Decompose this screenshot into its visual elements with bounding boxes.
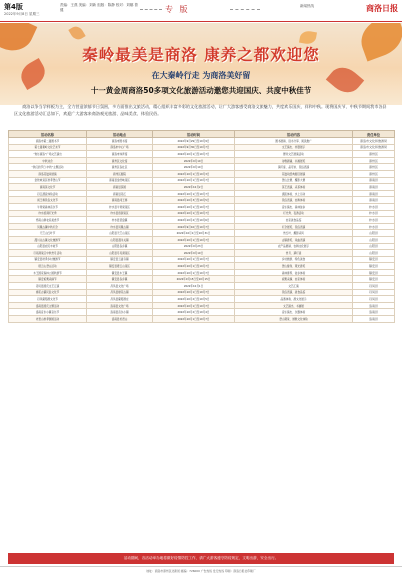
table-cell: 乡村旅游、特色美食 [235, 256, 353, 263]
table-cell: 漫川关古镇文化旅游节 [9, 236, 87, 243]
editor-credits: 责编：王燕 美编：刘新 组版：陈静 校对：刘娜 曾健 [60, 3, 138, 12]
table-cell: 民俗表演、美食品鉴 [235, 289, 353, 296]
table-cell: 商南茶文化节 [9, 184, 87, 191]
table-row [9, 309, 395, 316]
table-cell: 商南县闯王寨 [87, 197, 153, 204]
table-cell: 灯会展览、民俗表演 [235, 223, 353, 230]
table-cell: 商南县 [353, 177, 395, 184]
table-row [9, 190, 395, 197]
col-header-content: 活动内容 [235, 131, 353, 138]
table-row [9, 289, 395, 296]
col-header-time: 活动时间 [153, 131, 235, 138]
table-row [9, 138, 395, 145]
table-cell: 镇安县 [353, 276, 395, 283]
table-cell: 2022年9月10日至10月7日 [153, 223, 235, 230]
table-cell: 柞水县溶洞景区 [87, 210, 153, 217]
table-cell: 镇安板栗采摘节 [9, 276, 87, 283]
table-cell: 群众文艺展演活动 [235, 151, 353, 158]
table-cell: 2022年9月23日 [153, 243, 235, 250]
table-cell: 商洛市第二届图书节 [9, 138, 87, 145]
table-cell: 登山观景、道教文化体验 [235, 316, 353, 323]
table-cell: 茶艺表演、采茶体验 [235, 184, 353, 191]
table-row [9, 302, 395, 309]
table-cell: 2022年10月1日 [153, 283, 235, 290]
table-cell: 2022年10月1日至10月7日 [153, 256, 235, 263]
col-header-name: 活动名称 [9, 131, 87, 138]
main-headline: 秦岭最美是商洛 康养之都欢迎您 [82, 46, 320, 64]
col-header-place: 活动地点 [87, 131, 153, 138]
table-row [9, 283, 395, 290]
table-cell: 洛南县 [353, 309, 395, 316]
page-footer: 地址：商洛市商州区北新街 邮编：726000 广告热线 发行热线 印刷：商洛日报社印刷厂 [0, 566, 402, 575]
table-cell: 洛南县老君山 [87, 316, 153, 323]
table-row [9, 197, 395, 204]
table-cell: 山阳县 [353, 250, 395, 257]
table-cell: 终南山寨农家美食节 [9, 217, 87, 224]
table-cell: 2022年10月1日至10月3日 [153, 170, 235, 177]
headline-banner [0, 23, 402, 105]
table-cell: 柞水溶洞灯光秀 [9, 210, 87, 217]
table-cell: 镇安县塔云山景区 [87, 263, 153, 270]
table-cell: 赏红叶、摄影采风 [235, 230, 353, 237]
table-cell: 2022年10月1日至10月7日 [153, 151, 235, 158]
table-row [9, 144, 395, 151]
table-cell: 商南县 [353, 197, 395, 204]
table-cell: 镇安县木王镇 [87, 269, 153, 276]
table-cell: 2022年10月1日至10月7日 [153, 269, 235, 276]
table-cell: 洛南县国庆主题活动 [9, 302, 87, 309]
table-body [9, 138, 395, 323]
masthead-bar [0, 0, 402, 22]
table-cell: 牛背梁森林音乐节 [9, 203, 87, 210]
table-cell: 丹凤县文化广场 [87, 283, 153, 290]
table-cell: 2022年9月10日 [153, 157, 235, 164]
table-cell: 森林康养、徒步体验 [235, 269, 353, 276]
intro-paragraph: 商洛以争当学样板为主，全力营造浓郁节日氛围，多方面推出文旅活动，精心组织丰富多彩的文化旅游活动，让广大游客感受商洛文旅魅力，共度欢乐国庆、祥和中秋。现将国庆节、中秋节期间我市各县区文化旅游活动汇总如下，欢迎广大游客来商洛观光旅游、品味美食、体验民俗。 [14, 104, 387, 116]
table-cell: 2022年10月2日至10月6日 [153, 217, 235, 224]
section-label: 专 版 [165, 5, 190, 14]
table-cell: 文艺汇演 [235, 283, 353, 290]
table-row [9, 170, 395, 177]
table-cell: 农家美食品鉴 [235, 217, 353, 224]
table-cell: 诗歌朗诵、书画展览 [235, 157, 353, 164]
table-cell: 柞水县凤凰古镇 [87, 223, 153, 230]
table-row [9, 256, 395, 263]
table-cell: 登山比赛、摄影大赛 [235, 177, 353, 184]
table-cell: 丹凤县 [353, 296, 395, 303]
table-cell: 山阳县天竺山景区 [87, 230, 153, 237]
table-cell: 山阳县农民丰收节 [9, 243, 87, 250]
table-row [9, 236, 395, 243]
events-table [8, 130, 395, 323]
table-cell: 丹凤县棣花古镇 [87, 289, 153, 296]
table-cell: 金丝峡景区秋季登山节 [9, 177, 87, 184]
table-row [9, 223, 395, 230]
table-cell: 农产品展销、农耕文化展示 [235, 243, 353, 250]
table-cell: 2022年10月1日至10月7日 [153, 263, 235, 270]
table-cell: 商南县 [353, 190, 395, 197]
table-cell: 板栗采摘、农家体验 [235, 276, 353, 283]
header-divider-right [230, 9, 260, 10]
table-cell: 商州区 [353, 151, 395, 158]
table-cell: 洛南县文化广场 [87, 302, 153, 309]
table-cell: 品酒体验、酒文化展示 [235, 296, 353, 303]
table-cell: 商洛市中心广场 [87, 144, 153, 151]
table-cell: 2022年10月1日至10月31日 [153, 230, 235, 237]
table-cell: 洛南县 [353, 316, 395, 323]
table-cell: 丹江漂流体验活动 [9, 190, 87, 197]
table-cell: 2022年10月2日至10月4日 [153, 309, 235, 316]
table-cell: 柞水县牛背梁景区 [87, 203, 153, 210]
table-row [9, 269, 395, 276]
table-cell: 洛南音乐小镇音乐节 [9, 309, 87, 316]
table-row [9, 164, 395, 171]
table-row [9, 250, 395, 257]
hotline-text: 新闻热线 [300, 4, 314, 8]
banner-subtitle: 在大秦岭行走 为商洛美好留 [151, 71, 251, 80]
table-row [9, 177, 395, 184]
table-cell: 民俗表演、农耕体验 [235, 197, 353, 204]
table-cell: 镇安县 [353, 256, 395, 263]
table-cell: 商洛市文化和旅游局 [353, 138, 395, 145]
table-cell: 赏月、猜灯谜 [235, 250, 353, 257]
table-cell: 闯王寨民俗文化节 [9, 197, 87, 204]
table-cell: 商南县金丝峡景区 [87, 177, 153, 184]
table-cell: “我们的节日·中秋”主题活动 [9, 164, 87, 171]
table-cell: 2022年10月3日至10月5日 [153, 197, 235, 204]
table-cell: 商洛市文化和旅游局 [353, 144, 395, 151]
table-cell: 登山健身、观光游览 [235, 263, 353, 270]
table-cell: 洛南县音乐小镇 [87, 309, 153, 316]
table-row [9, 217, 395, 224]
table-cell: 2022年9月30日至10月7日 [153, 144, 235, 151]
bottom-notice: 活动期间，各活动举办地将做好疫情防控工作，请广大游客遵守防疫规定，文明出游，安全出行。 [8, 553, 394, 564]
table-cell: 商南县茶园 [87, 184, 153, 191]
table-cell: 棣花古镇民俗文化节 [9, 289, 87, 296]
banner-subtitle-2: 十一黄金周商洛50多项文化旅游活动邀您共迎国庆、共度中秋佳节 [90, 86, 312, 95]
table-row [9, 230, 395, 237]
table-cell: 柞水县 [353, 203, 395, 210]
table-cell: 商南县丹江 [87, 190, 153, 197]
table-header-row [9, 131, 395, 138]
table-cell: 2022年10月1日至10月7日 [153, 190, 235, 197]
table-cell: 天竺山红叶节 [9, 230, 87, 237]
table-cell: 山阳县 [353, 243, 395, 250]
table-cell: 老君山秋季游园活动 [9, 316, 87, 323]
table-cell: 丹凤县葡萄酒庄 [87, 296, 153, 303]
table-cell: 商州区各社区 [87, 164, 153, 171]
table-cell: “欢乐商洛”广场文艺演出 [9, 151, 87, 158]
table-cell: 商州区 [353, 157, 395, 164]
table-cell: 商南县 [353, 184, 395, 191]
table-cell: 镇安县秋季乡村旅游节 [9, 256, 87, 263]
table-cell: 音乐演出、森林徒步 [235, 203, 353, 210]
table-cell: 商洛市体育馆 [87, 151, 153, 158]
table-cell: 2022年10月1日至10月7日 [153, 236, 235, 243]
table-cell: 古镇游览、戏曲表演 [235, 236, 353, 243]
table-cell: 凤凰古镇中秋灯会 [9, 223, 87, 230]
table-cell: 2022年10月1日至10月7日 [153, 203, 235, 210]
page-number: 第4版 [4, 3, 23, 11]
table-cell: 2022年10月1日至10月7日 [153, 302, 235, 309]
table-cell: 灯光秀、夜游活动 [235, 210, 353, 217]
maple-leaf-icon [68, 24, 85, 42]
table-cell: 丹凤县 [353, 289, 395, 296]
table-cell: 丹凤县 [353, 283, 395, 290]
table-row [9, 184, 395, 191]
table-cell: 山阳县各乡镇 [87, 243, 153, 250]
table-cell: 山阳县 [353, 230, 395, 237]
table-cell: 山阳县 [353, 236, 395, 243]
table-cell: 镇安县 [353, 263, 395, 270]
table-cell: 丹凤葡萄酒文化节 [9, 296, 87, 303]
table-cell: 商州区文化馆 [87, 157, 153, 164]
table-cell: 镇安县云盖寺镇 [87, 256, 153, 263]
table-cell: 洛南县 [353, 302, 395, 309]
table-row [9, 203, 395, 210]
table-cell: 丹凤县国庆文艺汇演 [9, 283, 87, 290]
table-cell: 图书展销、读书分享、阅读推广 [235, 138, 353, 145]
table-cell: 2022年10月2日至10月5日 [153, 296, 235, 303]
table-cell: 2022年10月1日至10月7日 [153, 289, 235, 296]
table-cell: 2022年9月29日至10月9日 [153, 138, 235, 145]
table-cell: 柞水县 [353, 223, 395, 230]
table-row [9, 316, 395, 323]
table-cell: 花鼓戏经典剧目展演 [235, 170, 353, 177]
table-cell: 月亮洞景区中秋赏月活动 [9, 250, 87, 257]
table-cell: 商州区 [353, 164, 395, 171]
table-row [9, 243, 395, 250]
table-cell: 商洛市图书馆 [87, 138, 153, 145]
table-cell: 文艺演出、书画展 [235, 302, 353, 309]
issue-date: 2022年9月8日 星期三 [4, 12, 40, 16]
table-cell: 2022年10月1日至10月7日 [153, 177, 235, 184]
table-cell: 镇安县各乡镇 [87, 276, 153, 283]
table-cell: 2022年9月10日 [153, 250, 235, 257]
table-cell: 商州区 [353, 170, 395, 177]
table-cell: 柞水县 [353, 217, 395, 224]
table-cell: 2022年10月2日 [153, 184, 235, 191]
table-row [9, 210, 395, 217]
col-header-unit: 责任单位 [353, 131, 395, 138]
table-cell: 塔云山登山活动 [9, 263, 87, 270]
table-cell: 2022年9月15日至10月15日 [153, 276, 235, 283]
table-cell: 商州区剧院 [87, 170, 153, 177]
newspaper-logo: 商洛日报 [366, 3, 398, 13]
table-cell: 柞水县营盘镇 [87, 217, 153, 224]
table-row [9, 296, 395, 303]
table-cell: 木王国家森林公园秋游节 [9, 269, 87, 276]
table-cell: 2022年10月1日至10月7日 [153, 210, 235, 217]
table-cell: 2022年9月10日 [153, 164, 235, 171]
table-row [9, 263, 395, 270]
table-cell: 第七届秦岭文化艺术节 [9, 144, 87, 151]
table-row [9, 151, 395, 158]
table-row [9, 276, 395, 283]
table-cell: 山阳县月亮洞景区 [87, 250, 153, 257]
table-cell: 商洛花鼓戏展演 [9, 170, 87, 177]
table-cell: 柞水县 [353, 210, 395, 217]
table-cell: 文艺演出、非遗展示 [235, 144, 353, 151]
header-divider-left [140, 9, 162, 10]
table-cell: 音乐演出、乐器体验 [235, 309, 353, 316]
table-cell: 中秋诗会 [9, 157, 87, 164]
table-cell: 镇安县 [353, 269, 395, 276]
table-row [9, 157, 395, 164]
table-cell: 猜灯谜、品月饼、民俗表演 [235, 164, 353, 171]
table-cell: 2022年10月1日至10月7日 [153, 316, 235, 323]
table-cell: 山阳县漫川关镇 [87, 236, 153, 243]
table-cell: 漂流体验、水上运动 [235, 190, 353, 197]
